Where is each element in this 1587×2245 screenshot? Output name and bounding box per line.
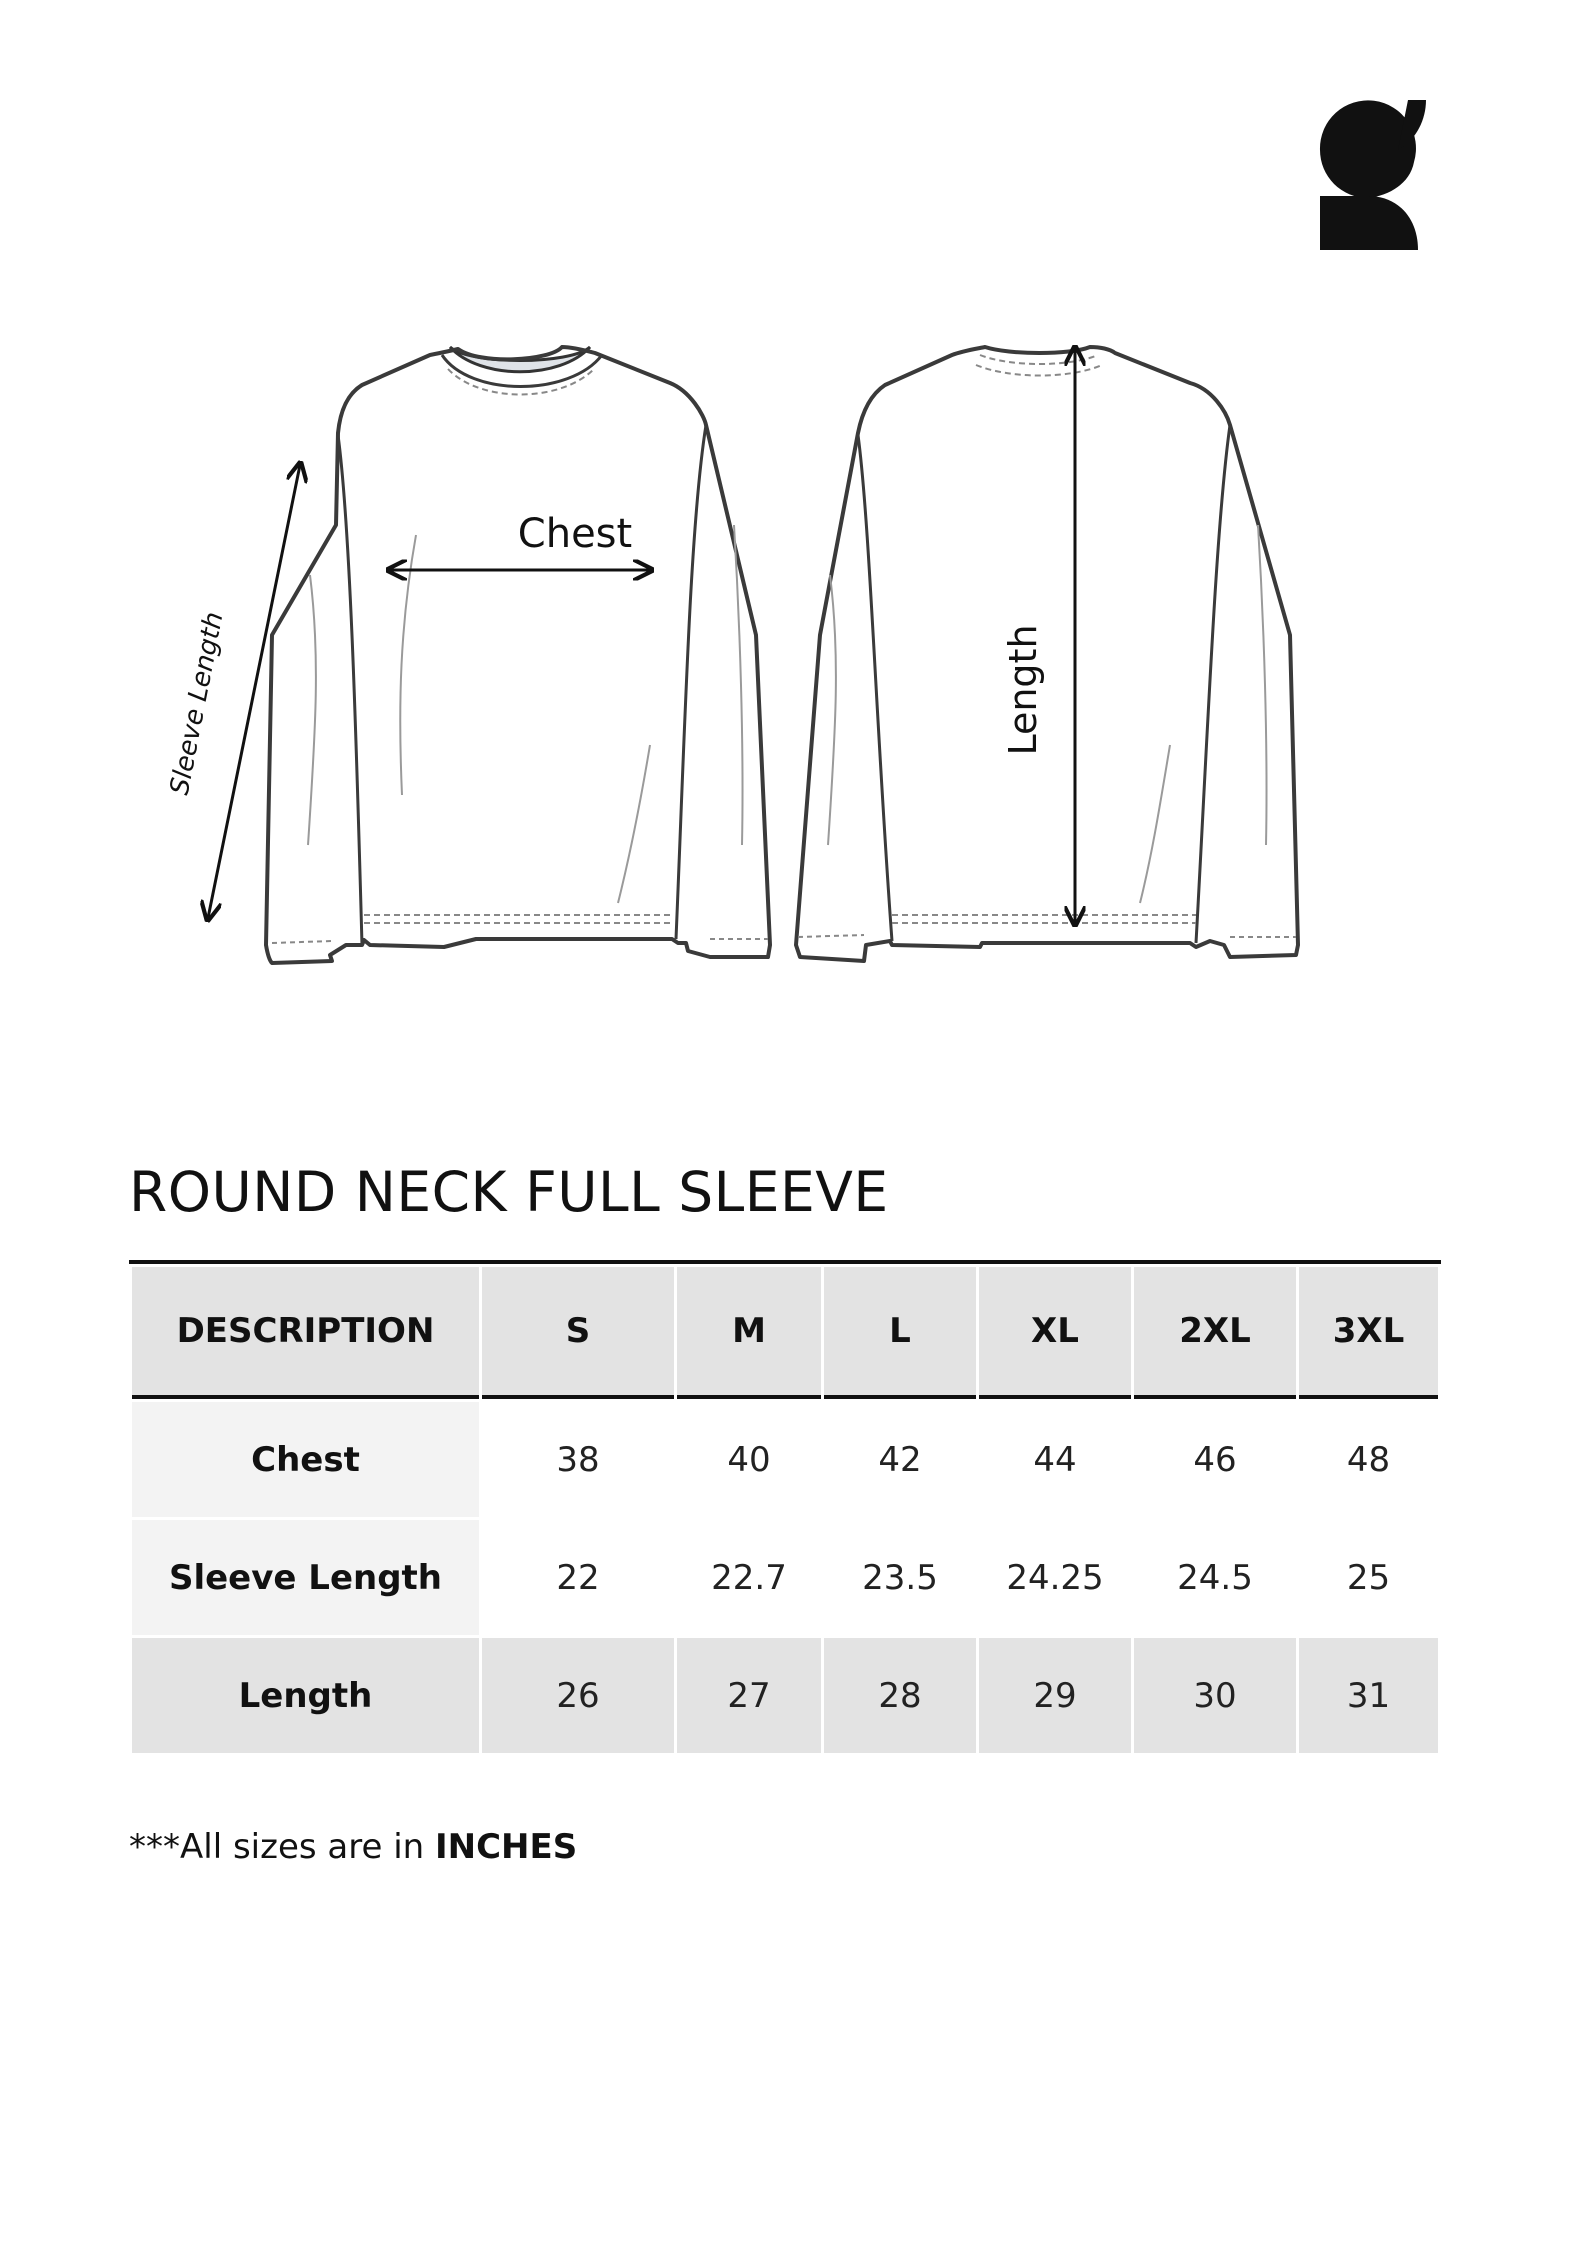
header-size-2xl: 2XL: [1134, 1267, 1296, 1399]
table-cell: 26: [482, 1638, 674, 1753]
units-note: [129, 1827, 577, 1867]
table-cell: 23.5: [824, 1520, 976, 1635]
table-cell: 22.7: [677, 1520, 821, 1635]
table-cell: 48: [1299, 1402, 1438, 1517]
header-size-m: M: [677, 1267, 821, 1399]
units-note-unit: INCHES: [435, 1827, 578, 1867]
table-cell: 28: [824, 1638, 976, 1753]
sleeve-length-measure-arrow: [208, 465, 300, 918]
length-label: Length: [1001, 624, 1045, 756]
table-row: [132, 1402, 1438, 1517]
table-header-row: [132, 1267, 1438, 1399]
header-size-l: L: [824, 1267, 976, 1399]
table-cell: 40: [677, 1402, 821, 1517]
table-cell: 30: [1134, 1638, 1296, 1753]
garment-measurement-diagram: [150, 325, 1330, 985]
header-description: DESCRIPTION: [132, 1267, 479, 1399]
table-row: [132, 1520, 1438, 1635]
table-cell: 38: [482, 1402, 674, 1517]
table-cell: 24.25: [979, 1520, 1131, 1635]
sleeve-length-label: Sleeve Length: [164, 609, 230, 798]
row-label: Sleeve Length: [132, 1520, 479, 1635]
row-label: Chest: [132, 1402, 479, 1517]
table-cell: 22: [482, 1520, 674, 1635]
header-size-xl: XL: [979, 1267, 1131, 1399]
table-cell: 29: [979, 1638, 1131, 1753]
table-cell: 42: [824, 1402, 976, 1517]
front-shirt-outline: [266, 347, 770, 963]
chest-label: Chest: [517, 511, 633, 557]
table-cell: 24.5: [1134, 1520, 1296, 1635]
header-size-3xl: 3XL: [1299, 1267, 1438, 1399]
size-chart-table: [129, 1260, 1441, 1756]
table-cell: 44: [979, 1402, 1131, 1517]
table-cell: 46: [1134, 1402, 1296, 1517]
header-size-s: S: [482, 1267, 674, 1399]
units-note-prefix: ***All sizes are in: [129, 1827, 435, 1867]
brand-g-logo-icon: [1318, 100, 1428, 250]
table-cell: 27: [677, 1638, 821, 1753]
table-cell: 31: [1299, 1638, 1438, 1753]
table-cell: 25: [1299, 1520, 1438, 1635]
product-title: ROUND NECK FULL SLEEVE: [129, 1160, 889, 1224]
row-label: Length: [132, 1638, 479, 1753]
table-row: [132, 1638, 1438, 1753]
back-shirt-outline: [796, 347, 1298, 961]
